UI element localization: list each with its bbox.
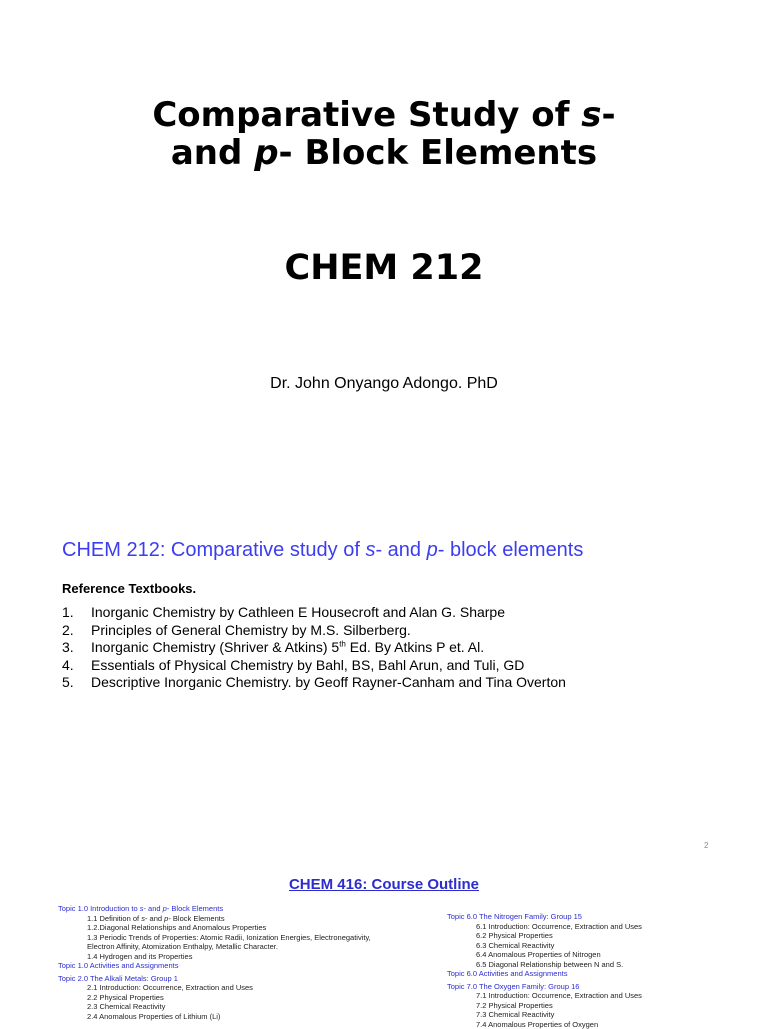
topic-heading: Topic 6.0 The Nitrogen Family: Group 15 <box>447 912 642 922</box>
outline-item: 6.3 Chemical Reactivity <box>447 941 642 951</box>
topic-heading: Topic 1.0 Introduction to s- and p- Block Elements <box>58 904 371 914</box>
course-outline-title: CHEM 416: Course Outline <box>0 876 768 894</box>
reference-item: 4. Essentials of Physical Chemistry by Bahl, BS, Bahl Arun, and Tuli, GD <box>62 657 566 675</box>
outline-right-column <box>447 912 642 1029</box>
topic-heading: Topic 2.0 The Alkali Metals: Group 1 <box>58 974 371 984</box>
outline-item: 2.2 Physical Properties <box>58 993 371 1003</box>
outline-item: Electron Affinity, Atomization Enthalpy, Metallic Character. <box>58 942 371 952</box>
outline-item: 6.4 Anomalous Properties of Nitrogen <box>447 950 642 960</box>
outline-item: 6.1 Introduction: Occurrence, Extraction and Uses <box>447 922 642 932</box>
topic-heading: Topic 6.0 Activities and Assignments <box>447 969 642 979</box>
outline-item: 2.1 Introduction: Occurrence, Extraction and Uses <box>58 983 371 993</box>
reference-item: 5. Descriptive Inorganic Chemistry. by Geoff Rayner-Canham and Tina Overton <box>62 674 566 692</box>
course-code: CHEM 212 <box>0 248 768 288</box>
reference-item: 2. Principles of General Chemistry by M.S. Silberberg. <box>62 622 566 640</box>
reference-list <box>62 604 566 692</box>
outline-left-column <box>58 904 371 1021</box>
title-line-2: and p- Block Elements <box>0 134 768 172</box>
reference-item: 1. Inorganic Chemistry by Cathleen E Housecroft and Alan G. Sharpe <box>62 604 566 622</box>
outline-item: 6.5 Diagonal Relationship between N and S. <box>447 960 642 970</box>
topic-heading: Topic 7.0 The Oxygen Family: Group 16 <box>447 982 642 992</box>
author-name: Dr. John Onyango Adongo. PhD <box>0 374 768 394</box>
outline-item: 7.4 Anomalous Properties of Oxygen <box>447 1020 642 1029</box>
outline-item: 7.3 Chemical Reactivity <box>447 1010 642 1020</box>
page-number: 2 <box>704 841 708 850</box>
reference-item: 3. Inorganic Chemistry (Shriver & Atkins) 5th Ed. By Atkins P et. Al. <box>62 639 566 657</box>
title-line-1: Comparative Study of s- <box>0 96 768 134</box>
outline-item: 1.4 Hydrogen and its Properties <box>58 952 371 962</box>
outline-item: 2.3 Chemical Reactivity <box>58 1002 371 1012</box>
references-heading: Reference Textbooks. <box>62 581 196 597</box>
slide-title <box>0 96 768 172</box>
outline-item: 2.4 Anomalous Properties of Lithium (Li) <box>58 1012 371 1022</box>
topic-heading: Topic 1.0 Activities and Assignments <box>58 961 371 971</box>
outline-item: 7.2 Physical Properties <box>447 1001 642 1011</box>
outline-item: 1.1 Definition of s- and p- Block Elements <box>58 914 371 924</box>
references-slide-title: CHEM 212: Comparative study of s- and p- block elements <box>62 537 583 563</box>
outline-item: 7.1 Introduction: Occurrence, Extraction and Uses <box>447 991 642 1001</box>
outline-item: 6.2 Physical Properties <box>447 931 642 941</box>
outline-item: 1.3 Periodic Trends of Properties: Atomic Radii, Ionization Energies, Electronegativity, <box>58 933 371 943</box>
outline-item: 1.2.Diagonal Relationships and Anomalous Properties <box>58 923 371 933</box>
